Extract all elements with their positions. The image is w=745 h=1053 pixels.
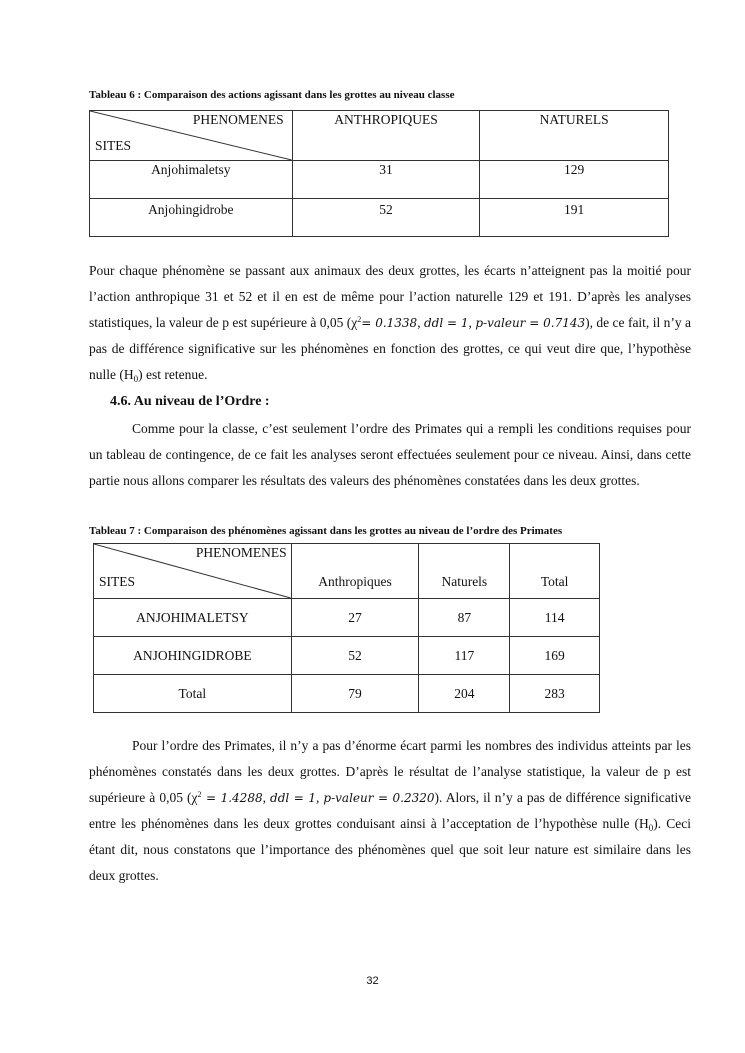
math: ddl = 1 — [423, 316, 469, 330]
table7-site: Total — [94, 675, 292, 713]
table-row — [90, 199, 669, 237]
paragraph-table6-analysis — [89, 258, 691, 388]
table6-site: Anjohingidrobe — [90, 199, 293, 237]
table6-header-phenomenes: PHENOMENES — [192, 112, 284, 127]
subscript: 0 — [648, 823, 654, 833]
table7-header-phenomenes: PHENOMENES — [195, 545, 287, 560]
math: ddl = 1 — [270, 791, 316, 805]
text: Pour l’ordre des Primates, il n’y a pas d’énorme écart parmi les nombres des individus atteints par les phénomènes constatés dans les deux grottes. D’après le résultat de l’analyse statistique, la valeur de p est supérieure à 0,05 (χ — [89, 738, 691, 805]
text: ). Ceci étant dit, nous constatons que l’importance des phénomènes quel que soit leur nature est similaire dans les deux grottes. — [89, 816, 691, 883]
text: ) est retenue. — [138, 367, 208, 382]
table7-site: ANJOHINGIDROBE — [94, 637, 292, 675]
separator: , — [468, 315, 476, 330]
table-row — [94, 637, 600, 675]
table6-cell: 191 — [480, 199, 669, 237]
table7-cell: 169 — [510, 637, 600, 675]
table7-cell: 52 — [291, 637, 419, 675]
table7-caption: Tableau 7 : Comparaison des phénomènes agissant dans les grottes au niveau de l’ordre des Primates — [89, 525, 563, 537]
table7-cell: 117 — [419, 637, 510, 675]
text: ), de ce fait, il n’y a pas de différence significative sur les phénomènes en fonction des grottes, ce qui veut dire que, l’hypothèse nulle (H — [89, 315, 692, 382]
text: ). Alors, il n’y a pas de différence significative entre les phénomènes dans les deux grottes conduisant ainsi à l’acceptation de l’hypothèse nulle (H — [89, 790, 692, 831]
table6-cell: 129 — [480, 161, 669, 199]
table6-caption: Tableau 6 : Comparaison des actions agissant dans les grottes au niveau classe — [89, 89, 455, 101]
table7 — [93, 543, 600, 713]
table7-diagonal-header — [94, 544, 292, 599]
separator: , — [262, 790, 271, 805]
page-number: 32 — [366, 975, 379, 987]
table6-col-header: NATURELS — [480, 111, 669, 161]
section-heading: 4.6. Au niveau de l’Ordre : — [110, 394, 270, 409]
table7-cell: 114 — [510, 599, 600, 637]
table6 — [89, 110, 669, 237]
table7-cell: 79 — [291, 675, 419, 713]
paragraph-table7-analysis — [89, 733, 691, 889]
math: = 1.4288 — [201, 791, 263, 805]
superscript: 2 — [357, 315, 362, 324]
table7-cell: 27 — [291, 599, 419, 637]
table7-cell: 283 — [510, 675, 600, 713]
superscript: 2 — [197, 790, 202, 799]
table7-site: ANJOHIMALETSY — [94, 599, 292, 637]
table6-cell: 52 — [292, 199, 480, 237]
text: Pour chaque phénomène se passant aux animaux des deux grottes, les écarts n’atteignent pas la moitié pour l’action anthropique 31 et 52 et il en est de même pour l’action naturelle 129 et 191. D’après les analyses statistiques, la valeur de p est supérieure à 0,05 (χ — [89, 263, 691, 330]
table7-col-header: Anthropiques — [291, 544, 419, 599]
table-row — [94, 675, 600, 713]
table-row — [90, 161, 669, 199]
table7-header-row — [94, 544, 600, 599]
table7-col-header: Total — [510, 544, 600, 599]
table-row — [94, 599, 600, 637]
table7-col-header: Naturels — [419, 544, 510, 599]
subscript: 0 — [133, 374, 139, 384]
math: p-valeur = 0.2320 — [323, 791, 435, 805]
table7-header-sites: SITES — [99, 574, 136, 589]
table6-diagonal-header — [90, 111, 293, 161]
table6-header-row — [90, 111, 669, 161]
table7-cell: 204 — [419, 675, 510, 713]
table6-header-sites: SITES — [95, 138, 132, 153]
paragraph-order-intro: Comme pour la classe, c’est seulement l’ordre des Primates qui a rempli les conditions requises pour un tableau de contingence, de ce fait les analyses seront effectuées seulement pour ce niveau. Ainsi, dans cette partie nous allons comparer les résultats des valeurs des phénomènes constatées dans les deux grottes. — [89, 421, 691, 488]
table6-site: Anjohimaletsy — [90, 161, 293, 199]
table6-cell: 31 — [292, 161, 480, 199]
separator: , — [417, 315, 424, 330]
math: p-valeur = 0.7143 — [475, 316, 586, 330]
table6-col-header: ANTHROPIQUES — [292, 111, 480, 161]
separator: , — [315, 790, 324, 805]
math: = 0.1338 — [361, 316, 418, 330]
table7-cell: 87 — [419, 599, 510, 637]
